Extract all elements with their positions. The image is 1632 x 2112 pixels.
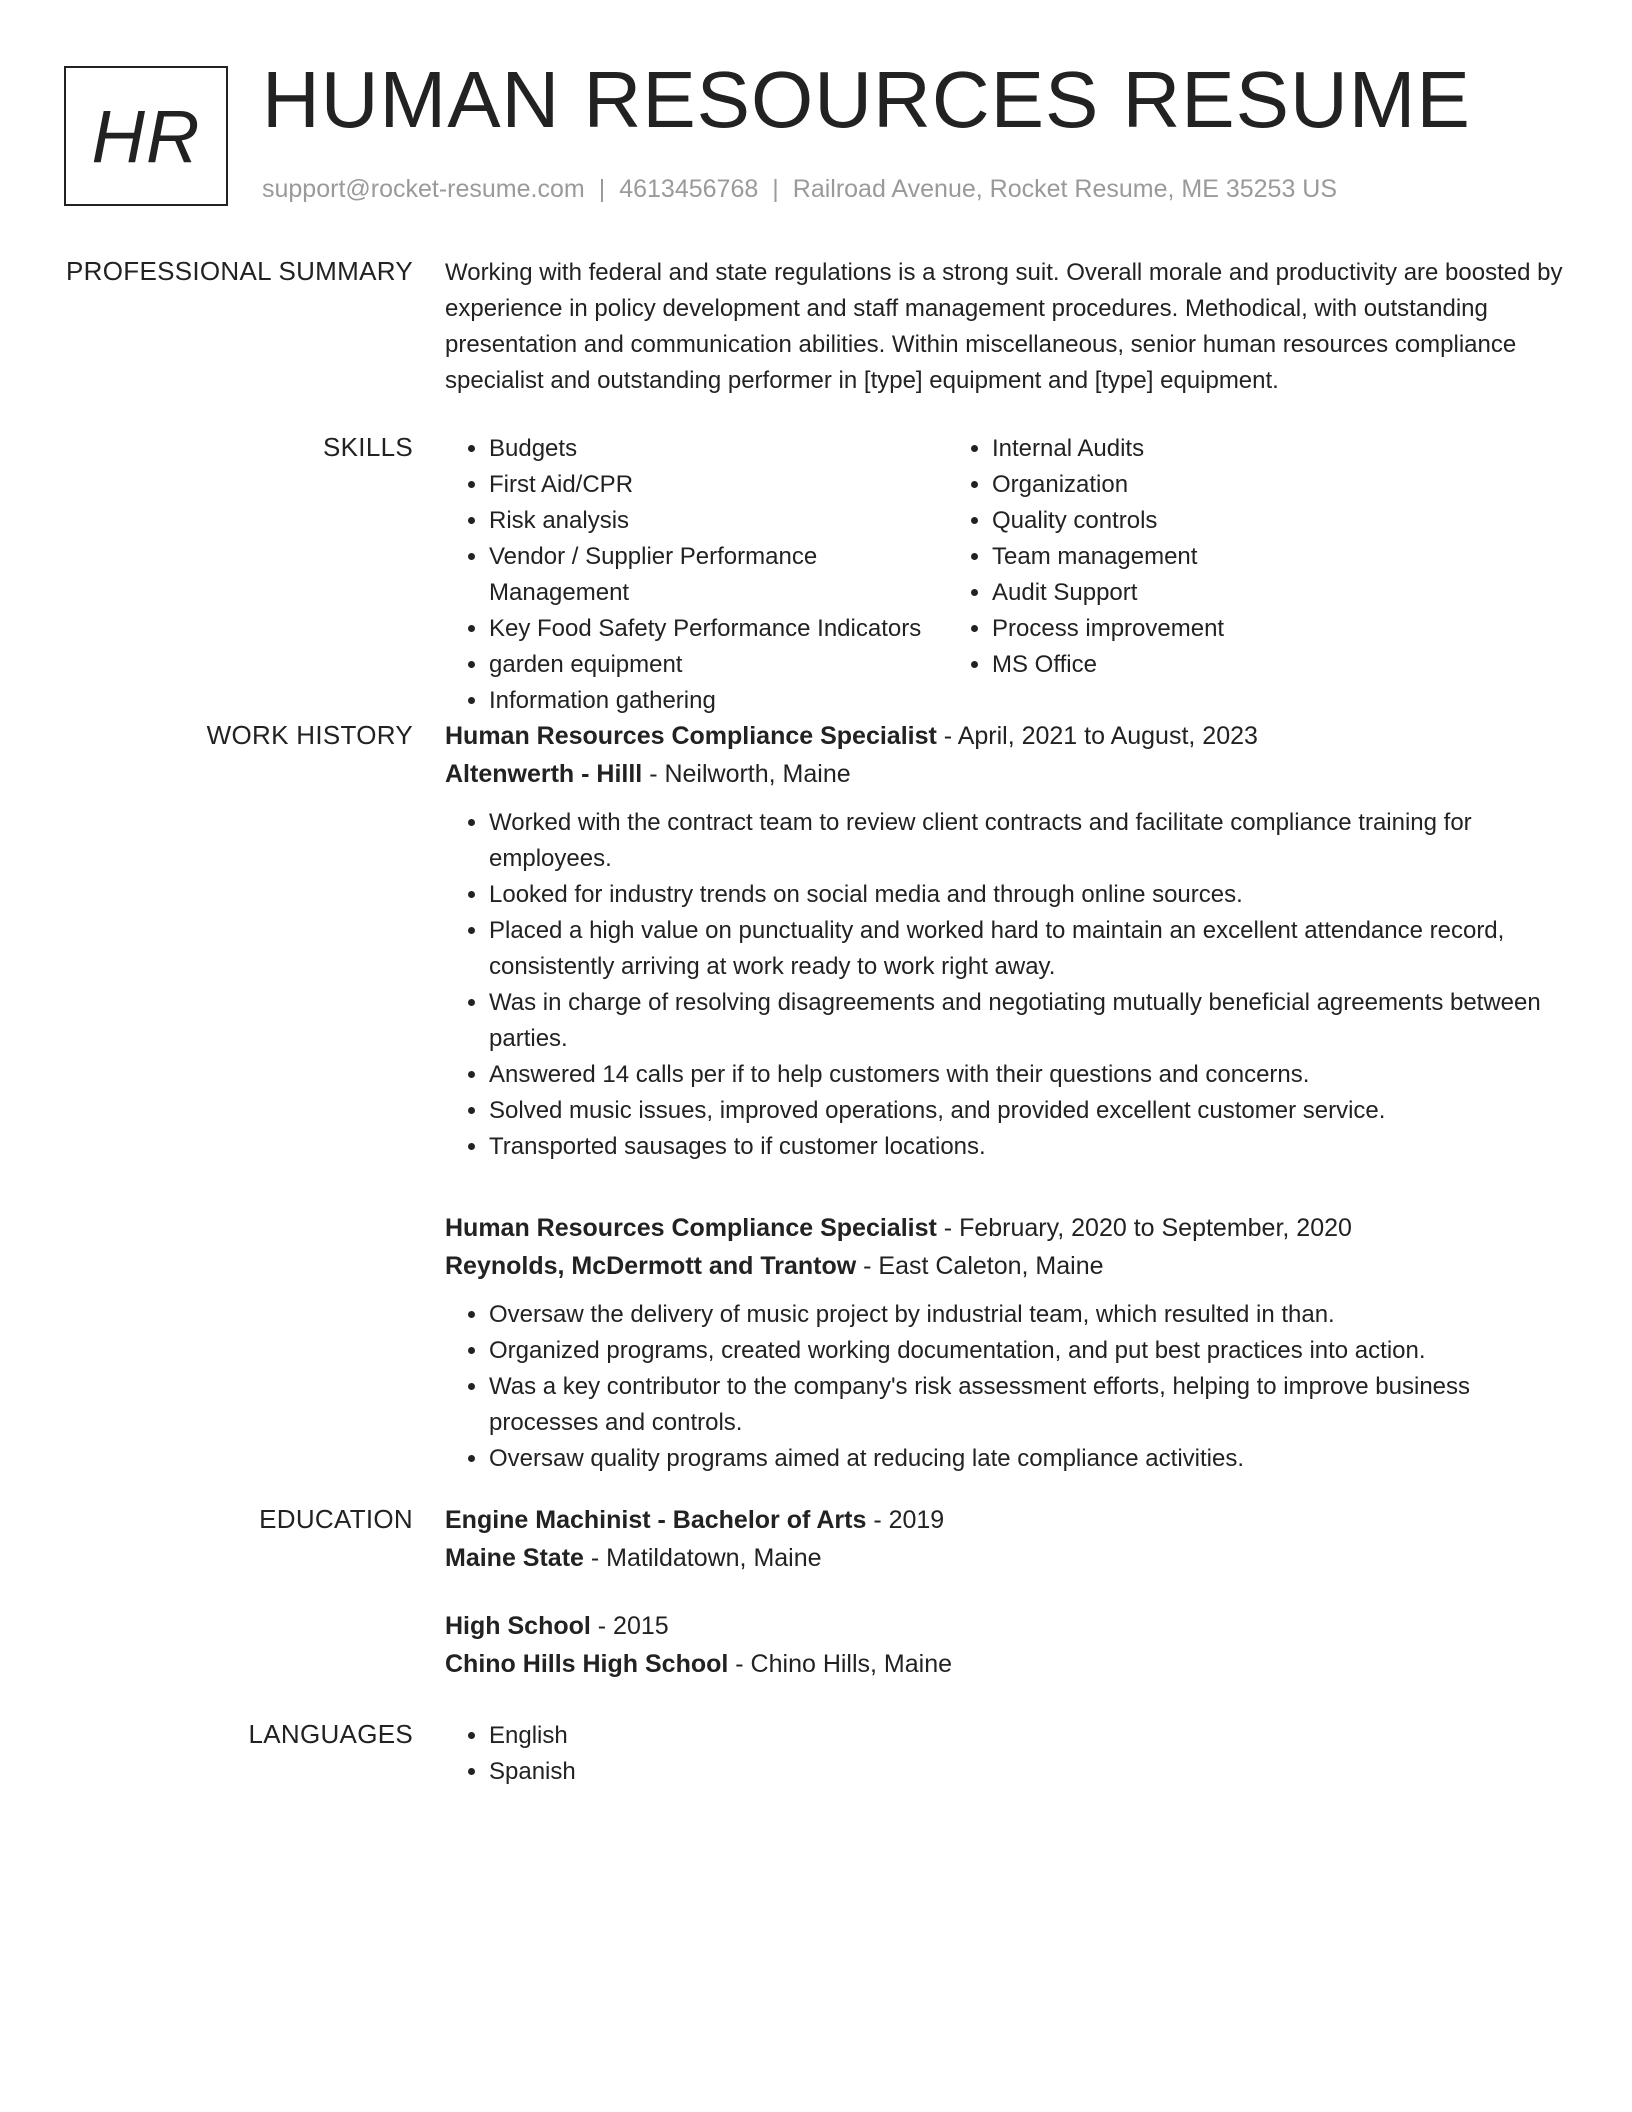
education-degree-line (445, 1501, 1565, 1539)
skill-item: • Vendor / Supplier Performance Management (489, 539, 948, 611)
summary-text: Working with federal and state regulations is a strong suit. Overall morale and productivity are boosted by experience in policy development and staff management procedures. Methodical, with outstanding presentation and communication abilities. Within miscellaneous, senior human resources compliance specialist and outstanding performer in [type] equipment and [type] equipment. (445, 259, 1563, 394)
job-bullets (445, 805, 1565, 1165)
skill-item: • Audit Support (992, 575, 1448, 611)
skill-item: • Information gathering (489, 683, 948, 719)
job-company: Reynolds, McDermott and Trantow (445, 1252, 857, 1280)
job-entry (445, 717, 1565, 1165)
skills-column-1 (445, 431, 948, 719)
job-company: Altenwerth - Hilll (445, 760, 643, 788)
job-role-line (445, 717, 1565, 755)
languages-body (445, 1718, 1565, 1790)
contact-line (262, 175, 1337, 204)
job-role-line (445, 1209, 1565, 1247)
contact-phone: 4613456768 (619, 175, 759, 203)
job-bullet: • Worked with the contract team to review client contracts and facilitate compliance training for employees. (489, 805, 1565, 877)
skill-item: • MS Office (992, 647, 1448, 683)
job-company-line (445, 1247, 1565, 1285)
education-school-line (445, 1539, 1565, 1577)
skill-item: • Key Food Safety Performance Indicators (489, 611, 948, 647)
job-role: Human Resources Compliance Specialist (445, 722, 937, 750)
skill-item: • Risk analysis (489, 503, 948, 539)
skill-item: • Team management (992, 539, 1448, 575)
education-degree: Engine Machinist - Bachelor of Arts (445, 1506, 867, 1534)
section-title-languages: LANGUAGES (248, 1719, 413, 1749)
job-location: - East Caleton, Maine (863, 1252, 1104, 1280)
job-bullet: • Looked for industry trends on social media and through online sources. (489, 877, 1565, 913)
language-item: • Spanish (489, 1754, 1565, 1790)
skill-item: • Process improvement (992, 611, 1448, 647)
contact-separator: | (598, 175, 606, 203)
work-body (445, 717, 1565, 1521)
job-location: - Neilworth, Maine (649, 760, 851, 788)
skill-item: • Organization (992, 467, 1448, 503)
skill-item: • garden equipment (489, 647, 948, 683)
section-title-work: WORK HISTORY (206, 720, 413, 750)
skill-item: • Internal Audits (992, 431, 1448, 467)
education-year: - 2019 (873, 1506, 945, 1534)
section-title-summary: PROFESSIONAL SUMMARY (66, 256, 413, 286)
job-bullet: • Was in charge of resolving disagreements and negotiating mutually beneficial agreements between parties. (489, 985, 1565, 1057)
job-company-line (445, 755, 1565, 793)
job-bullet: • Was a key contributor to the company's risk assessment efforts, helping to improve business processes and controls. (489, 1369, 1565, 1441)
contact-email: support@rocket-resume.com (262, 175, 585, 203)
education-year: - 2015 (597, 1612, 669, 1640)
skill-item: • Budgets (489, 431, 948, 467)
section-title-skills: SKILLS (323, 432, 413, 462)
education-school: Maine State (445, 1544, 584, 1572)
education-body (445, 1501, 1565, 1713)
job-bullets (445, 1297, 1565, 1477)
job-entry (445, 1209, 1565, 1477)
contact-separator: | (772, 175, 779, 203)
education-degree: High School (445, 1612, 591, 1640)
education-entry (445, 1501, 1565, 1577)
job-bullet: • Organized programs, created working documentation, and put best practices into action. (489, 1333, 1565, 1369)
monogram-text: HR (91, 94, 201, 178)
language-item: • English (489, 1718, 1565, 1754)
education-location: - Chino Hills, Maine (735, 1650, 953, 1678)
education-degree-line (445, 1607, 1565, 1645)
contact-address: Railroad Avenue, Rocket Resume, ME 35253 US (792, 175, 1338, 203)
job-bullet: • Oversaw the delivery of music project by industrial team, which resulted in than. (489, 1297, 1565, 1333)
job-bullet: • Transported sausages to if customer locations. (489, 1129, 1565, 1165)
section-title-education: EDUCATION (259, 1504, 413, 1534)
job-role: Human Resources Compliance Specialist (445, 1214, 937, 1242)
job-bullet: • Solved music issues, improved operations, and provided excellent customer service. (489, 1093, 1565, 1129)
summary-body (445, 255, 1565, 399)
job-bullet: • Answered 14 calls per if to help customers with their questions and concerns. (489, 1057, 1565, 1093)
monogram-box (64, 66, 228, 206)
education-entry (445, 1607, 1565, 1683)
education-location: - Matildatown, Maine (590, 1544, 822, 1572)
education-school-line (445, 1645, 1565, 1683)
job-bullet: • Placed a high value on punctuality and worked hard to maintain an excellent attendance record, consistently arriving at work ready to work right away. (489, 913, 1565, 985)
skills-column-2 (948, 431, 1448, 719)
education-school: Chino Hills High School (445, 1650, 729, 1678)
job-dates: - February, 2020 to September, 2020 (943, 1214, 1352, 1242)
skills-body (445, 431, 1565, 719)
job-bullet: • Oversaw quality programs aimed at reducing late compliance activities. (489, 1441, 1565, 1477)
skill-item: • First Aid/CPR (489, 467, 948, 503)
skill-item: • Quality controls (992, 503, 1448, 539)
resume-title: HUMAN RESOURCES RESUME (262, 55, 1471, 144)
job-dates: - April, 2021 to August, 2023 (943, 722, 1258, 750)
